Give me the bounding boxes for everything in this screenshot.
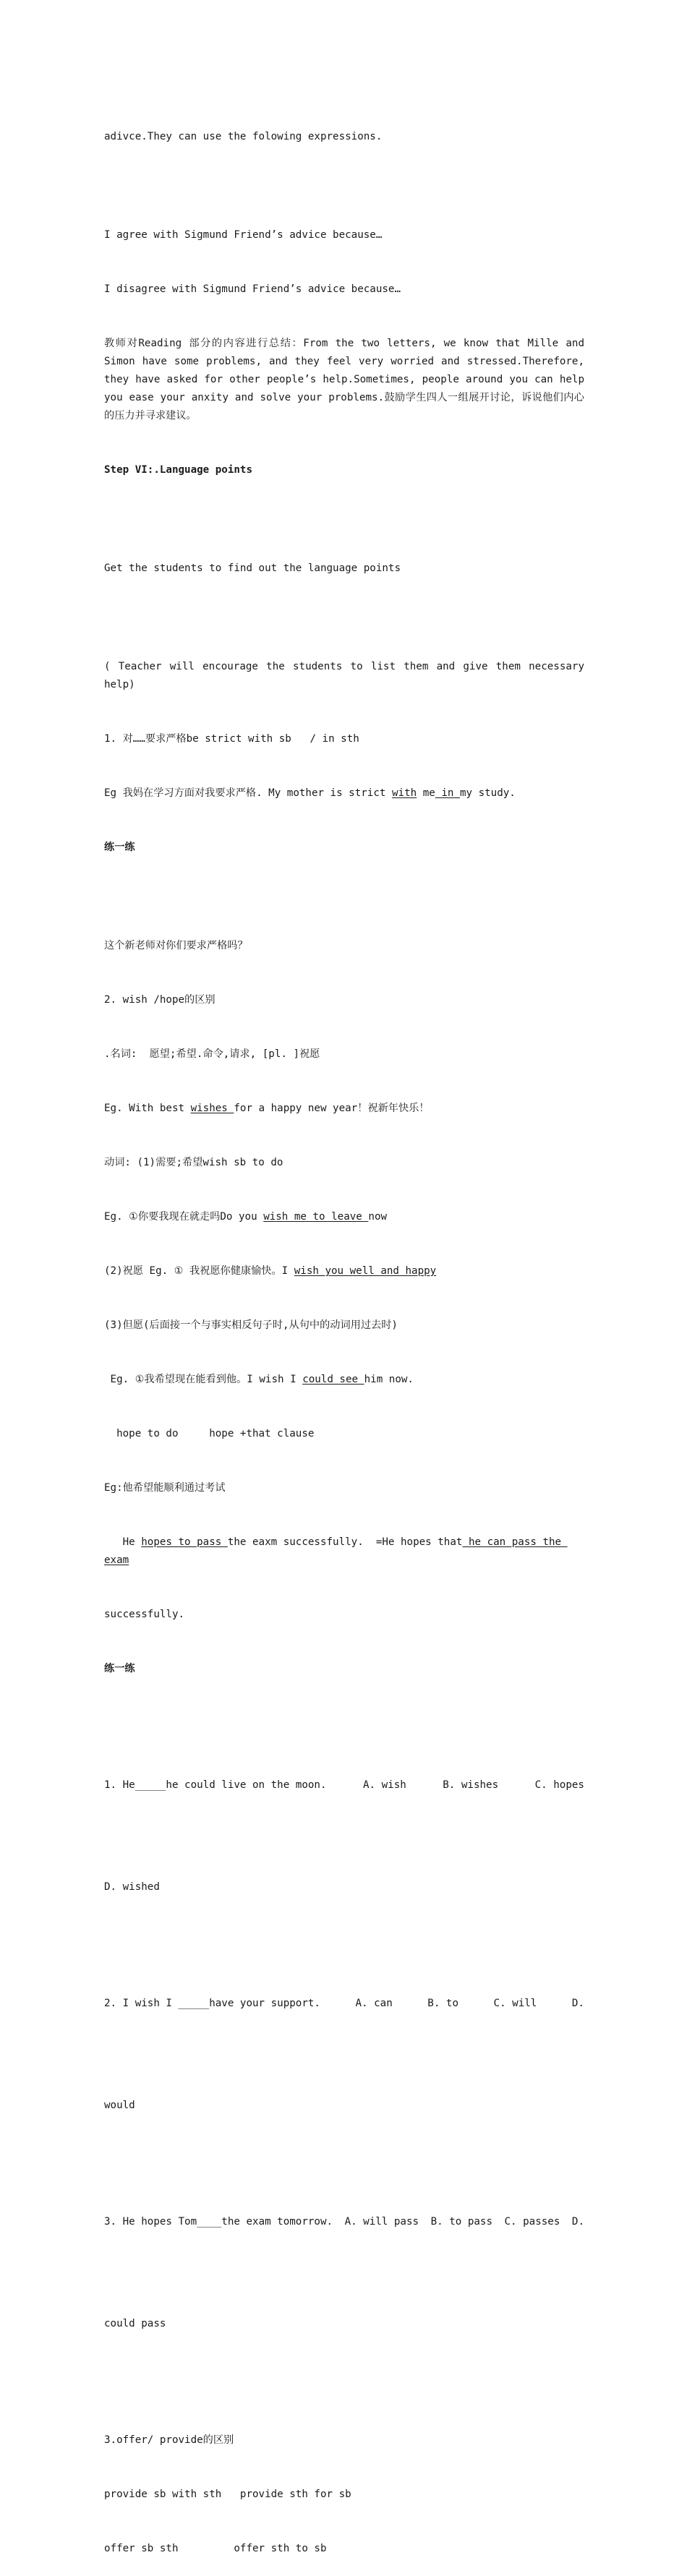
text-line: 这个新老师对你们要求严格吗？ [104, 940, 248, 951]
text-line: 3.offer/ provide的区别 [104, 2434, 234, 2446]
question-1-option-d: D. wished [104, 1881, 160, 1893]
practice-heading: 练一练 [104, 1663, 135, 1674]
text-line: ( Teacher will encourage the students to list them and give them necessary help) [104, 661, 584, 690]
example-line: Eg. ①我希望现在能看到他。I wish I could see him now. [104, 1374, 414, 1385]
text-line: adivce.They can use the folowing expressions. [104, 131, 383, 142]
question-1: 1. He_____he could live on the moon. A. wish B. wishes C. hopes [104, 1779, 584, 1791]
example-line: He hopes to pass the eaxm successfully. =He hopes that he can pass the exam [104, 1536, 568, 1566]
text-line: successfully. [104, 1609, 185, 1620]
summary-paragraph: 教师对Reading 部分的内容进行总结：From the two letters, we know that Mille and Simon have some problems, and they feel very worried and stressed.Therefore, they have asked for other people’s help.Sometimes, people around you can help you ease your anxity and solve your problems.鼓励学生四人一组展开讨论，诉说他们内心的压力并寻求建议。 [104, 338, 584, 422]
practice-heading: 练一练 [104, 842, 135, 853]
text-line: offer sb sth offer sth to sb [104, 2543, 327, 2554]
text-line: (3)但愿(后面接一个与事实相反句子时,从句中的动词用过去时) [104, 1319, 398, 1331]
text-line: I agree with Sigmund Friend’s advice because… [104, 229, 383, 241]
question-3-option-d: could pass [104, 2318, 166, 2329]
text-line: 动词: (1)需要;希望wish sb to do [104, 1157, 283, 1168]
text-line: hope to do hope +that clause [104, 1428, 315, 1439]
example-line: (2)祝愿 Eg. ① 我祝愿你健康愉快。I wish you well and happy [104, 1265, 437, 1277]
document-page [104, 92, 584, 2576]
example-line: Eg. ①你要我现在就走吗Do you wish me to leave now [104, 1211, 388, 1223]
example-line: Eg. With best wishes for a happy new year！祝新年快乐！ [104, 1103, 430, 1114]
text-line: .名词: 愿望;希望.命令,请求, [pl. ]祝愿 [104, 1048, 320, 1060]
text-line: 1. 对……要求严格be strict with sb / in sth [104, 733, 359, 745]
question-2: 2. I wish I _____have your support. A. can B. to C. will D. [104, 1998, 584, 2009]
example-line: Eg 我妈在学习方面对我要求严格. My mother is strict with me in my study. [104, 787, 516, 799]
text-line: provide sb with sth provide sth for sb [104, 2489, 351, 2500]
text-line: I disagree with Sigmund Friend’s advice because… [104, 283, 401, 295]
section-heading: Step VI:.Language points [104, 464, 252, 476]
question-3: 3. He hopes Tom____the exam tomorrow. A. will pass B. to pass C. passes D. [104, 2216, 584, 2228]
question-2-option-d: would [104, 2100, 135, 2111]
text-line: Get the students to find out the language points [104, 562, 401, 574]
text-line: Eg:他希望能顺利通过考试 [104, 1482, 226, 1494]
text-line: 2. wish /hope的区别 [104, 994, 216, 1006]
